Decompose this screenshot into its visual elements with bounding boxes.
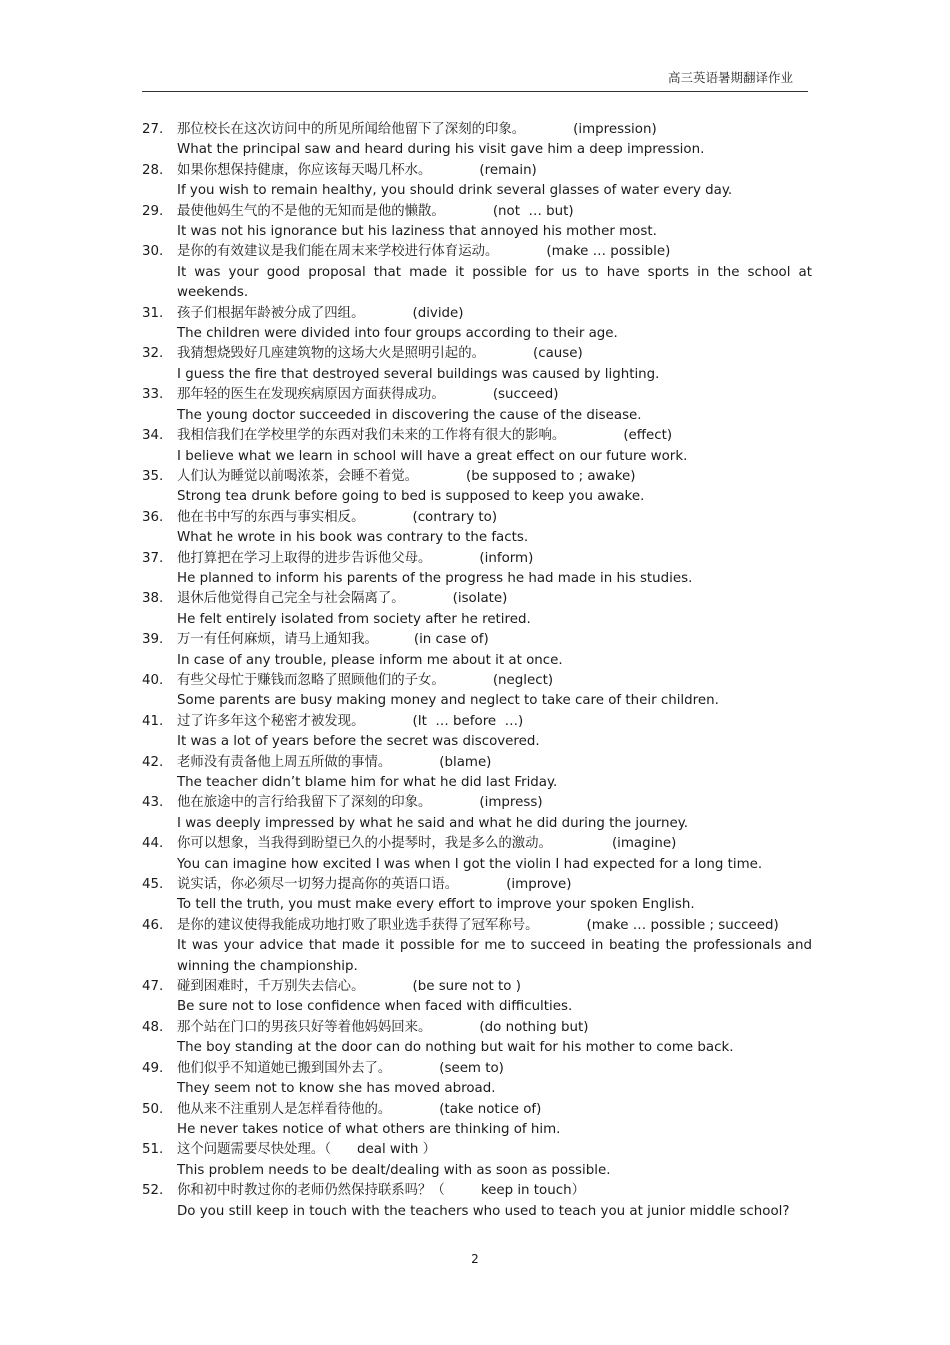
exercise-number: 48. xyxy=(142,1019,164,1035)
keyword-hint: (inform) xyxy=(479,550,534,566)
exercise-item xyxy=(142,875,812,916)
exercise-number: 38. xyxy=(142,591,164,607)
keyword-hint: (succeed) xyxy=(492,387,559,403)
english-translation: They seem not to know she has moved abroad. xyxy=(177,1081,496,1097)
page-number: 2 xyxy=(471,1252,479,1266)
chinese-sentence: 那个站在门口的男孩只好等着他妈妈回来。 xyxy=(177,1019,432,1035)
exercise-item xyxy=(142,1018,812,1059)
chinese-sentence: 如果你想保持健康，你应该每天喝几杯水。 xyxy=(177,162,432,178)
exercise-item xyxy=(142,834,812,875)
exercise-item xyxy=(142,630,812,671)
chinese-prompt-row xyxy=(177,508,812,528)
exercise-item xyxy=(142,589,812,630)
keyword-hint: (make … possible) xyxy=(546,244,671,260)
chinese-sentence: 你和初中时教过你的老师仍然保持联系吗？（ xyxy=(177,1183,445,1199)
exercise-item xyxy=(142,753,812,794)
english-translation: In case of any trouble, please inform me about it at once. xyxy=(177,652,563,668)
exercise-number: 39. xyxy=(142,632,164,648)
chinese-prompt-row xyxy=(177,1140,812,1160)
keyword-hint: (divide) xyxy=(412,305,464,321)
chinese-sentence: 过了许多年这个秘密才被发现。 xyxy=(177,713,365,729)
chinese-prompt-row xyxy=(177,161,812,181)
english-translation: I guess the fire that destroyed several buildings was caused by lighting. xyxy=(177,366,660,382)
exercise-item xyxy=(142,712,812,753)
exercise-item xyxy=(142,549,812,590)
exercise-item xyxy=(142,1100,812,1141)
exercise-item xyxy=(142,344,812,385)
exercise-number: 51. xyxy=(142,1142,164,1158)
header-divider xyxy=(142,91,808,92)
exercise-number: 37. xyxy=(142,550,164,566)
chinese-sentence: 那位校长在这次访问中的所见所闻给他留下了深刻的印象。 xyxy=(177,122,526,137)
chinese-prompt-row xyxy=(177,916,812,936)
chinese-sentence: 是你的有效建议是我们能在周末来学校进行体育运动。 xyxy=(177,244,499,260)
exercise-number: 43. xyxy=(142,795,164,811)
chinese-sentence: 老师没有责备他上周五所做的事情。 xyxy=(177,754,392,770)
exercise-number: 45. xyxy=(142,877,164,893)
chinese-sentence: 他从来不注重别人是怎样看待他的。 xyxy=(177,1101,392,1117)
chinese-sentence: 这个问题需要尽快处理。（ xyxy=(177,1142,331,1158)
chinese-prompt-row xyxy=(177,834,812,854)
chinese-sentence: 退休后他觉得自己完全与社会隔离了。 xyxy=(177,591,405,607)
chinese-sentence: 那年轻的医生在发现疾病原因方面获得成功。 xyxy=(177,387,445,403)
keyword-hint: (do nothing but) xyxy=(479,1019,589,1035)
chinese-sentence: 孩子们根据年龄被分成了四组。 xyxy=(177,305,365,321)
english-translation: Some parents are busy making money and neglect to take care of their children. xyxy=(177,693,719,709)
exercise-number: 41. xyxy=(142,713,164,729)
keyword-hint: (take notice of) xyxy=(439,1101,542,1117)
english-translation: It was your advice that made it possible for me to succeed in beating the professionals and winning the championship. xyxy=(177,938,812,974)
chinese-prompt-row xyxy=(177,977,812,997)
exercise-item xyxy=(142,202,812,243)
keyword-hint: (be sure not to ) xyxy=(412,979,521,995)
keyword-hint: (effect) xyxy=(623,428,673,444)
exercise-number: 29. xyxy=(142,203,164,219)
chinese-prompt-row xyxy=(177,753,812,773)
chinese-sentence: 碰到困难时，千万别失去信心。 xyxy=(177,979,365,995)
english-translation: He never takes notice of what others are thinking of him. xyxy=(177,1121,561,1137)
exercise-number: 47. xyxy=(142,979,164,995)
keyword-hint: (imagine) xyxy=(611,836,677,852)
english-translation: The children were divided into four groups according to their age. xyxy=(177,326,618,342)
chinese-prompt-row xyxy=(177,304,812,324)
exercise-number: 40. xyxy=(142,672,164,688)
exercise-item xyxy=(142,671,812,712)
exercise-number: 28. xyxy=(142,162,164,178)
exercise-item xyxy=(142,467,812,508)
exercise-number: 49. xyxy=(142,1060,164,1076)
chinese-prompt-row xyxy=(177,344,812,364)
exercise-number: 42. xyxy=(142,754,164,770)
english-translation: Do you still keep in touch with the teachers who used to teach you at junior middle school? xyxy=(177,1203,790,1219)
english-translation: He planned to inform his parents of the progress he had made in his studies. xyxy=(177,570,693,586)
keyword-hint: (cause) xyxy=(532,346,583,362)
translation-list xyxy=(142,120,812,1222)
keyword-hint: (blame) xyxy=(439,754,492,770)
chinese-prompt-row xyxy=(177,202,812,222)
chinese-prompt-row xyxy=(177,242,812,262)
english-translation: If you wish to remain healthy, you should drink several glasses of water every day. xyxy=(177,183,733,199)
english-translation: I believe what we learn in school will have a great effect on our future work. xyxy=(177,448,688,464)
exercise-item xyxy=(142,242,812,303)
chinese-prompt-row xyxy=(177,1018,812,1038)
keyword-hint: (seem to) xyxy=(439,1060,504,1076)
chinese-sentence: 万一有任何麻烦，请马上通知我。 xyxy=(177,632,378,648)
english-translation: What he wrote in his book was contrary to the facts. xyxy=(177,530,529,546)
chinese-prompt-row xyxy=(177,1181,812,1201)
chinese-sentence: 你可以想象，当我得到盼望已久的小提琴时，我是多么的激动。 xyxy=(177,836,552,852)
chinese-prompt-row xyxy=(177,671,812,691)
english-translation: The teacher didn’t blame him for what he did last Friday. xyxy=(177,775,558,790)
chinese-sentence: 他们似乎不知道她已搬到国外去了。 xyxy=(177,1060,392,1076)
chinese-prompt-row xyxy=(177,793,812,813)
chinese-sentence: 有些父母忙于赚钱而忽略了照顾他们的子女。 xyxy=(177,672,445,688)
chinese-prompt-row xyxy=(177,549,812,569)
english-translation: I was deeply impressed by what he said and what he did during the journey. xyxy=(177,815,689,831)
exercise-item xyxy=(142,120,812,161)
exercise-number: 36. xyxy=(142,509,164,525)
english-translation: It was your good proposal that made it possible for us to have sports in the school at weekends. xyxy=(177,264,812,301)
chinese-prompt-row xyxy=(177,426,812,446)
keyword-hint: (make … possible ; succeed) xyxy=(586,917,779,933)
english-translation: The young doctor succeeded in discovering the cause of the disease. xyxy=(177,407,642,423)
exercise-number: 46. xyxy=(142,917,164,933)
chinese-prompt-row xyxy=(177,120,812,140)
english-translation: To tell the truth, you must make every effort to improve your spoken English. xyxy=(177,897,695,913)
exercise-item xyxy=(142,385,812,426)
exercise-number: 52. xyxy=(142,1183,164,1199)
exercise-item xyxy=(142,1059,812,1100)
keyword-hint: (neglect) xyxy=(492,672,554,688)
english-translation: Strong tea drunk before going to bed is supposed to keep you awake. xyxy=(177,489,645,505)
exercise-item xyxy=(142,916,812,977)
english-translation: It was a lot of years before the secret was discovered. xyxy=(177,734,540,750)
keyword-hint: (It … before …) xyxy=(412,713,524,729)
keyword-hint: keep in touch） xyxy=(480,1183,585,1199)
english-translation: He felt entirely isolated from society after he retired. xyxy=(177,611,531,627)
exercise-number: 50. xyxy=(142,1101,164,1117)
keyword-hint: (not … but) xyxy=(492,203,574,219)
chinese-sentence: 他在书中写的东西与事实相反。 xyxy=(177,509,365,525)
exercise-item xyxy=(142,793,812,834)
chinese-prompt-row xyxy=(177,1059,812,1079)
chinese-prompt-row xyxy=(177,589,812,609)
chinese-sentence: 人们认为睡觉以前喝浓茶，会睡不着觉。 xyxy=(177,468,419,484)
keyword-hint: (improve) xyxy=(506,877,572,893)
chinese-sentence: 我相信我们在学校里学的东西对我们未来的工作将有很大的影响。 xyxy=(177,428,566,444)
chinese-sentence: 是你的建议使得我能成功地打败了职业选手获得了冠军称号。 xyxy=(177,917,539,933)
exercise-number: 33. xyxy=(142,387,164,403)
exercise-number: 30. xyxy=(142,244,164,260)
exercise-number: 44. xyxy=(142,836,164,852)
english-translation: What the principal saw and heard during his visit gave him a deep impression. xyxy=(177,142,705,158)
exercise-number: 34. xyxy=(142,428,164,444)
chinese-sentence: 最使他妈生气的不是他的无知而是他的懒散。 xyxy=(177,203,445,219)
exercise-item xyxy=(142,1140,812,1181)
chinese-sentence: 他打算把在学习上取得的进步告诉他父母。 xyxy=(177,550,432,566)
keyword-hint: (contrary to) xyxy=(412,509,498,525)
keyword-hint: (in case of) xyxy=(413,632,489,648)
chinese-prompt-row xyxy=(177,875,812,895)
exercise-number: 35. xyxy=(142,468,164,484)
exercise-item xyxy=(142,977,812,1018)
chinese-prompt-row xyxy=(177,467,812,487)
chinese-sentence: 他在旅途中的言行给我留下了深刻的印象。 xyxy=(177,795,432,811)
english-translation: You can imagine how excited I was when I got the violin I had expected for a long time. xyxy=(177,856,763,872)
keyword-hint: (be supposed to ; awake) xyxy=(466,468,636,484)
exercise-item xyxy=(142,1181,812,1222)
exercise-number: 31. xyxy=(142,305,164,321)
exercise-item xyxy=(142,426,812,467)
english-translation: It was not his ignorance but his laziness that annoyed his mother most. xyxy=(177,224,657,240)
chinese-sentence: 我猜想烧毁好几座建筑物的这场大火是照明引起的。 xyxy=(177,346,485,362)
english-translation: This problem needs to be dealt/dealing with as soon as possible. xyxy=(177,1162,611,1178)
keyword-hint: (impress) xyxy=(479,795,543,811)
english-translation: The boy standing at the door can do nothing but wait for his mother to come back. xyxy=(177,1040,734,1056)
keyword-hint: (isolate) xyxy=(452,591,508,607)
exercise-item xyxy=(142,304,812,345)
keyword-hint: (impression) xyxy=(573,122,657,137)
chinese-sentence: 说实话，你必须尽一切努力提高你的英语口语。 xyxy=(177,877,459,893)
keyword-hint: deal with ） xyxy=(357,1142,436,1158)
english-translation: Be sure not to lose confidence when faced with difficulties. xyxy=(177,999,573,1015)
exercise-number: 27. xyxy=(142,122,164,137)
exercise-item xyxy=(142,508,812,549)
exercise-item xyxy=(142,161,812,202)
chinese-prompt-row xyxy=(177,630,812,650)
keyword-hint: (remain) xyxy=(479,162,537,178)
chinese-prompt-row xyxy=(177,1100,812,1120)
chinese-prompt-row xyxy=(177,385,812,405)
exercise-number: 32. xyxy=(142,346,164,362)
chinese-prompt-row xyxy=(177,712,812,732)
page-header-title: 高三英语暑期翻译作业 xyxy=(667,70,793,85)
